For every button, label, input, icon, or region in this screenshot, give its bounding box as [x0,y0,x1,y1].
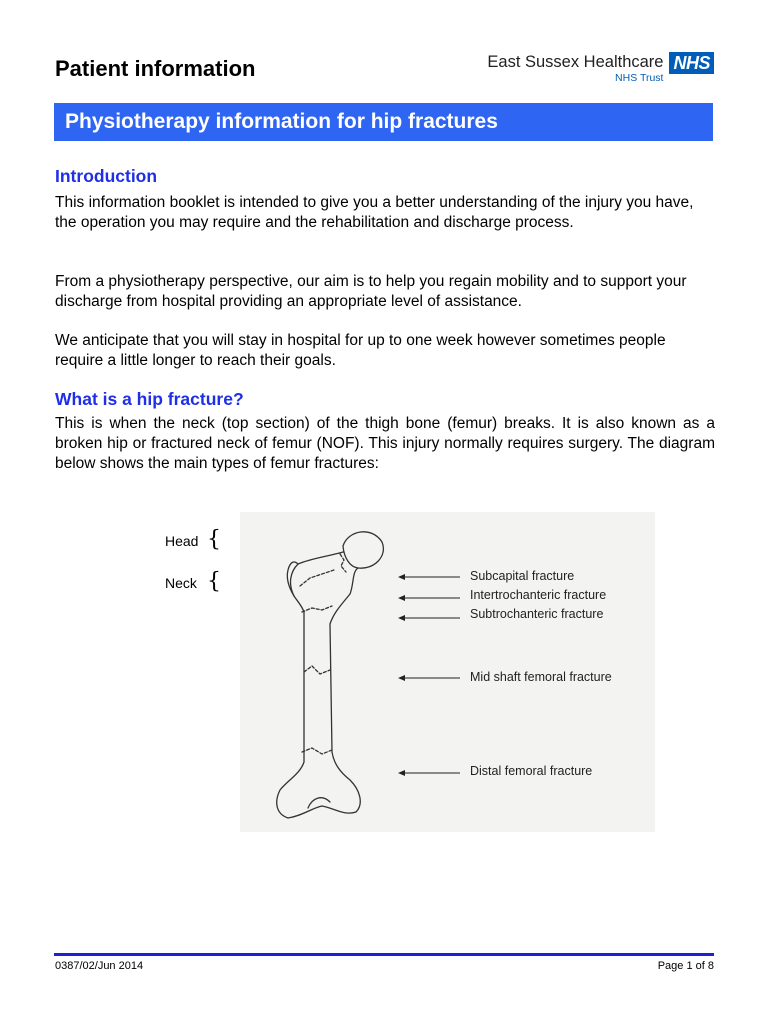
arrow-intertrochanteric [398,593,462,603]
label-intertrochanteric-fracture: Intertrochanteric fracture [470,588,607,602]
arrow-subtrochanteric [398,613,462,623]
introduction-paragraph-1: This information booklet is intended to give you a better understanding of the injury you have, the operation you may require and the rehabilitation and discharge process. [55,194,694,231]
head-brace: { [207,527,221,552]
nhs-logo: NHS [669,52,714,74]
neck-label: Neck [165,575,197,591]
arrow-subcapital [398,572,462,582]
introduction-paragraph-2: From a physiotherapy perspective, our aim is to help you regain mobility and to support your discharge from hospital providing an appropriate level of assistance. [55,273,687,310]
head-label: Head [165,533,199,549]
label-mid-shaft-fracture: Mid shaft femoral fracture [470,670,612,684]
neck-brace: { [207,569,221,594]
hip-fracture-heading: What is a hip fracture? [55,389,244,409]
femur-head [343,532,383,568]
arrow-distal [398,768,462,778]
footer-rule [54,953,714,956]
greater-trochanter [287,562,298,596]
intertrochanteric-line [300,570,334,586]
mid-shaft-line [304,666,330,674]
org-text [487,52,663,85]
label-subcapital-fracture: Subcapital fracture [470,569,575,583]
document-banner: Physiotherapy information for hip fractures [54,103,713,141]
hip-fracture-paragraph: This is when the neck (top section) of the thigh bone (femur) breaks. It is also known as a broken hip or fractured neck of femur (NOF). This injury normally requires surgery. The diagram below shows the main types of femur fractures: [55,415,715,472]
subtrochanteric-line [302,606,332,612]
label-distal-fracture: Distal femoral fracture [470,764,593,778]
femur-diagram [240,512,655,832]
label-subtrochanteric-fracture: Subtrochanteric fracture [470,607,604,621]
arrow-mid-shaft [398,673,462,683]
org-name: East Sussex Healthcare [487,53,664,71]
page-title: Patient information [55,56,256,81]
femur-neck-outline [277,552,361,818]
org-subtitle: NHS Trust [615,72,664,84]
page-number: Page 1 of 8 [657,960,714,972]
distal-line [302,748,332,754]
introduction-paragraph-3: We anticipate that you will stay in hospital for up to one week however sometimes people require a little longer to reach their goals. [55,332,666,369]
document-code: 0387/02/Jun 2014 [55,960,144,972]
introduction-heading: Introduction [55,166,158,186]
org-branding [487,52,714,85]
